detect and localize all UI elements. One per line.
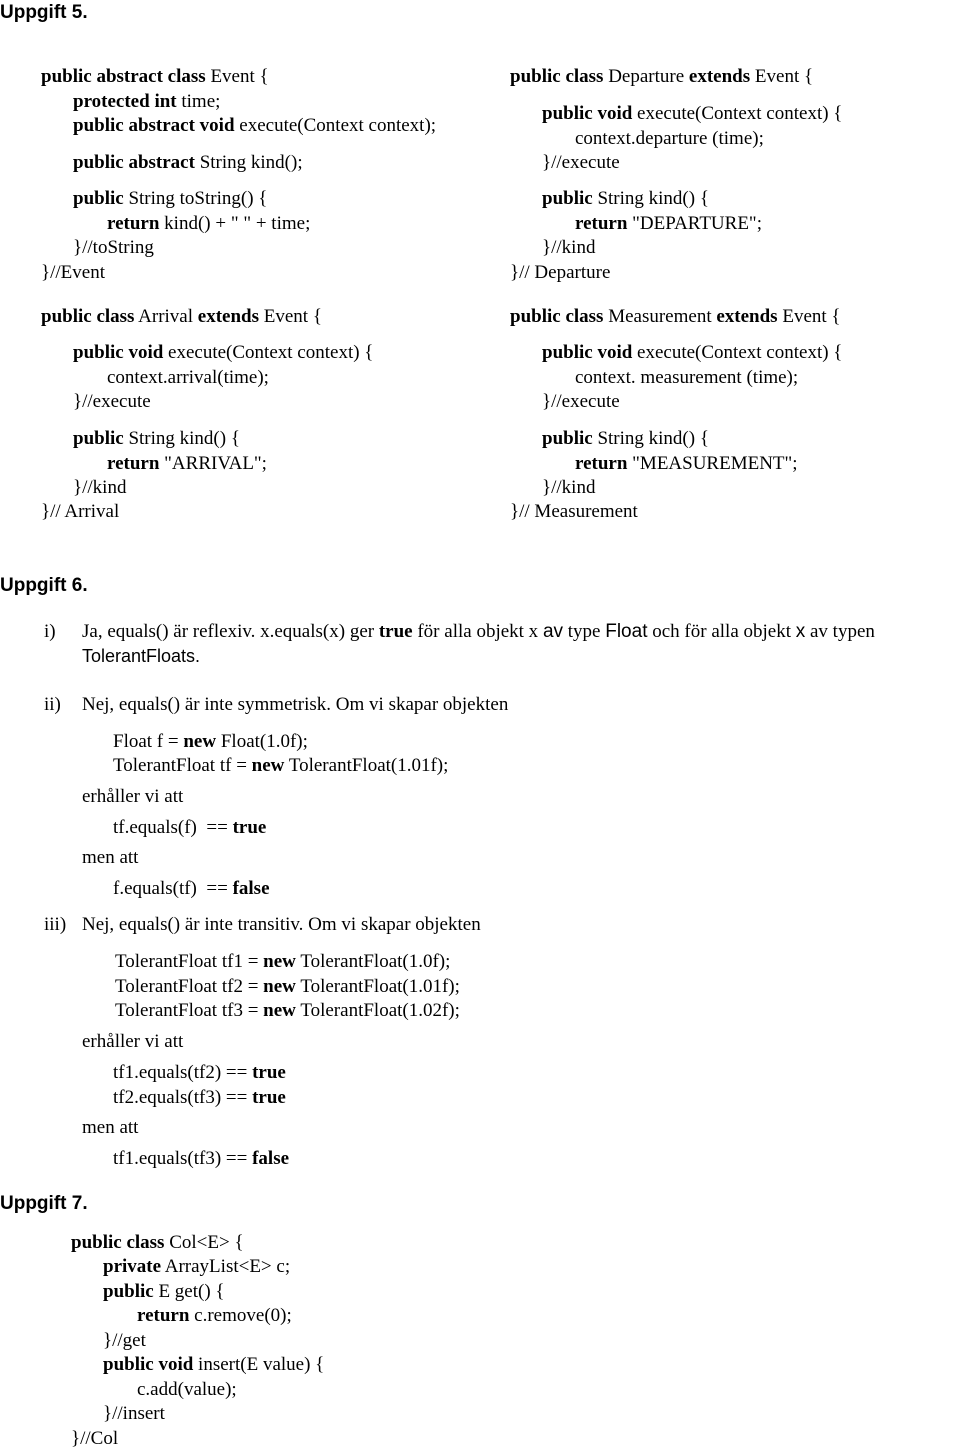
measurement-line-7: }//kind [542,477,596,498]
item-ii-expr-1: tf.equals(f) == true [113,817,267,838]
measurement-line-5: public String kind() { [542,428,709,449]
heading-uppgift-5: Uppgift 5. [0,2,88,23]
col-line-4: return c.remove(0); [137,1305,292,1326]
col-line-9: }//Col [71,1428,119,1449]
col-line-1: public class Col<E> { [71,1232,244,1253]
item-iii-obtain: erhåller vi att [82,1031,184,1052]
event-line-3: public abstract void execute(Context context); [73,115,437,136]
departure-line-8: }// Departure [510,262,611,283]
item-i-number: i) [44,621,56,642]
item-ii-expr-2: f.equals(tf) == false [113,878,270,899]
arrival-line-3: context.arrival(time); [107,367,269,388]
arrival-line-2: public void execute(Context context) { [73,342,374,363]
col-line-6: public void insert(E value) { [103,1354,325,1375]
item-i-continuation: TolerantFloats. [82,646,201,666]
event-line-4: public abstract String kind(); [73,152,303,173]
departure-line-6: return "DEPARTURE"; [575,213,762,234]
item-iii-expr-3: tf1.equals(tf3) == false [113,1148,290,1169]
item-ii-code-2: TolerantFloat tf = new TolerantFloat(1.01f); [113,755,449,776]
arrival-line-1: public class Arrival extends Event { [41,306,322,327]
departure-line-2: public void execute(Context context) { [542,103,843,124]
item-ii-but: men att [82,847,139,868]
heading-uppgift-6: Uppgift 6. [0,575,88,596]
heading-uppgift-7: Uppgift 7. [0,1193,88,1214]
col-line-2: private ArrayList<E> c; [103,1256,291,1277]
item-iii-code-3: TolerantFloat tf3 = new TolerantFloat(1.02f); [115,1000,460,1021]
measurement-line-4: }//execute [542,391,620,412]
departure-line-7: }//kind [542,237,596,258]
event-line-2: protected int time; [73,91,221,112]
departure-line-5: public String kind() { [542,188,709,209]
col-line-5: }//get [103,1330,146,1351]
measurement-line-8: }// Measurement [510,501,638,522]
event-line-6: return kind() + " " + time; [107,213,311,234]
measurement-line-3: context. measurement (time); [575,367,799,388]
item-ii-number: ii) [44,694,61,715]
item-ii-text: Nej, equals() är inte symmetrisk. Om vi skapar objekten [82,694,509,715]
col-line-7: c.add(value); [137,1379,237,1400]
arrival-line-4: }//execute [73,391,151,412]
departure-line-1: public class Departure extends Event { [510,66,814,87]
item-iii-expr-1: tf1.equals(tf2) == true [113,1062,286,1083]
item-iii-text: Nej, equals() är inte transitiv. Om vi skapar objekten [82,914,481,935]
event-line-5: public String toString() { [73,188,268,209]
event-line-1: public abstract class Event { [41,66,269,87]
item-iii-code-1: TolerantFloat tf1 = new TolerantFloat(1.0f); [115,951,451,972]
item-iii-but: men att [82,1117,139,1138]
item-iii-number: iii) [44,914,67,935]
arrival-line-5: public String kind() { [73,428,240,449]
event-line-7: }//toString [73,237,154,258]
arrival-line-6: return "ARRIVAL"; [107,453,267,474]
item-ii-obtain: erhåller vi att [82,786,184,807]
measurement-line-6: return "MEASUREMENT"; [575,453,798,474]
col-line-3: public E get() { [103,1281,225,1302]
departure-line-4: }//execute [542,152,620,173]
item-i-text: Ja, equals() är reflexiv. x.equals(x) ger true för alla objekt x av type Float och för alla objekt x av typen [82,621,875,642]
arrival-line-7: }//kind [73,477,127,498]
item-iii-code-2: TolerantFloat tf2 = new TolerantFloat(1.01f); [115,976,460,997]
measurement-line-1: public class Measurement extends Event { [510,306,841,327]
arrival-line-8: }// Arrival [41,501,120,522]
event-line-8: }//Event [41,262,105,283]
item-ii-code-1: Float f = new Float(1.0f); [113,731,308,752]
measurement-line-2: public void execute(Context context) { [542,342,843,363]
col-line-8: }//insert [103,1403,165,1424]
item-iii-expr-2: tf2.equals(tf3) == true [113,1087,286,1108]
departure-line-3: context.departure (time); [575,128,764,149]
